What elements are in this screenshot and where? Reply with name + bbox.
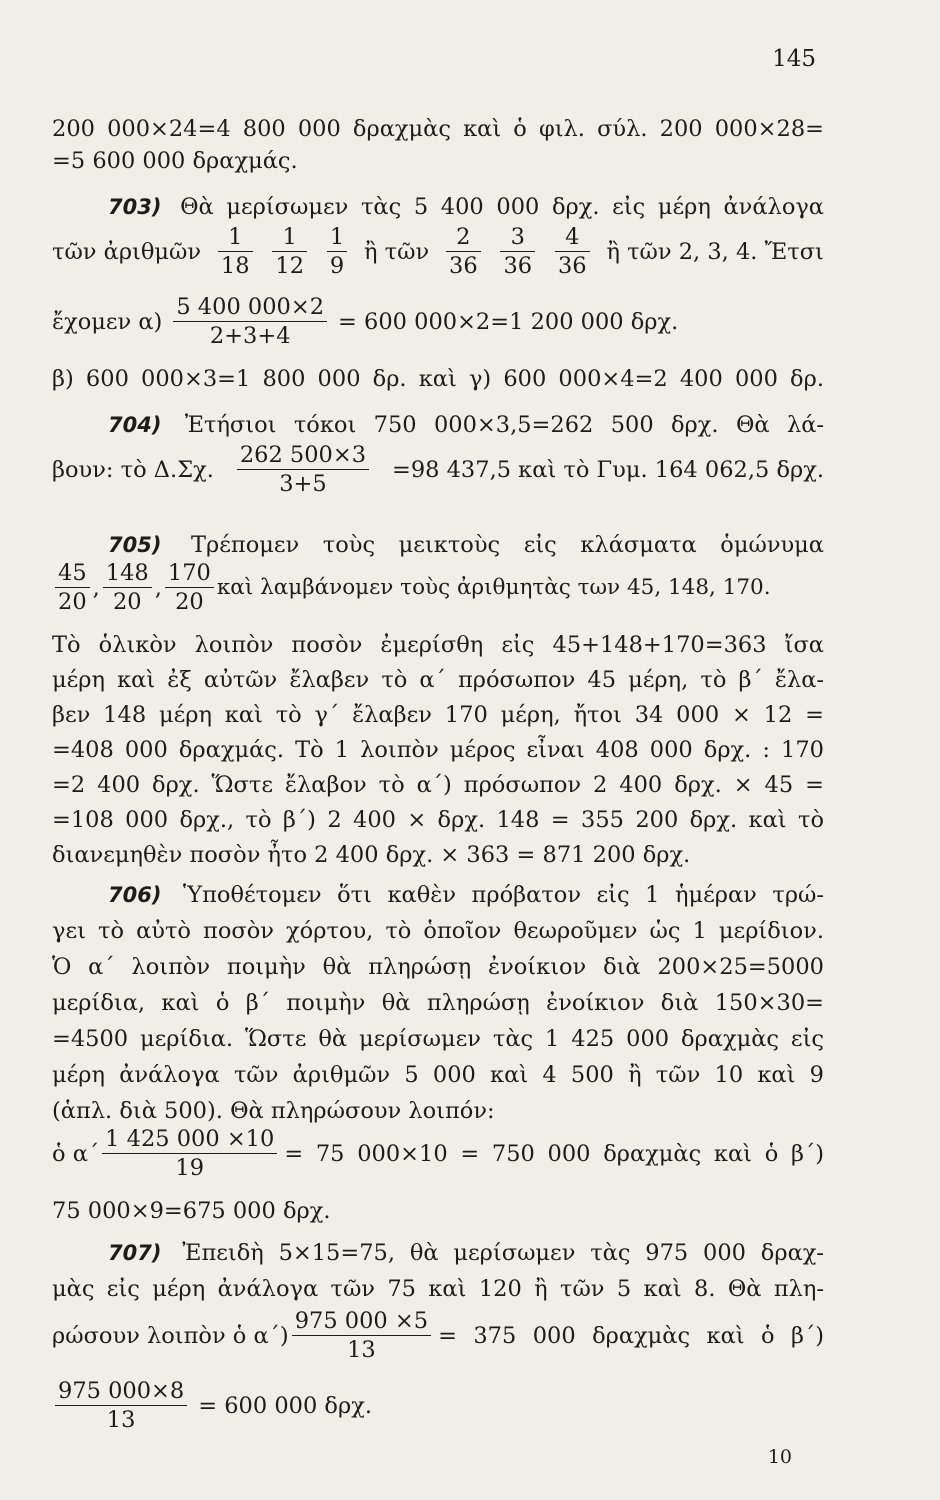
numerator: 5 400 000×2 — [173, 296, 327, 322]
numerator: 262 500×3 — [237, 444, 369, 470]
text-span: Θὰ μερίσωμεν τὰς 5 400 000 δρχ. εἰς μέρη ἀνάλογα — [180, 194, 825, 220]
fraction — [555, 226, 590, 277]
exercise-705-line — [108, 530, 824, 560]
text-span: καὶ λαμβάνομεν τοὺς ἀριθμητὰς των 45, 148, 170. — [216, 575, 771, 600]
fraction — [292, 1310, 431, 1361]
fraction-line — [52, 226, 824, 277]
text-span: Ἐτήσιοι τόκοι 750 000×3,5=262 500 δρχ. Θὰ λά- — [184, 412, 825, 438]
numerator: 45 — [55, 562, 90, 588]
text-line: Τὸ ὁλικὸν λοιπὸν ποσὸν ἐμερίσθη εἰς 45+148+170=363 ἴσα — [52, 632, 824, 658]
denominator: 20 — [112, 588, 142, 615]
denominator: 36 — [503, 252, 533, 279]
numerator: 975 000×8 — [55, 1380, 187, 1406]
exercise-706-line — [108, 880, 824, 910]
fraction — [272, 226, 307, 277]
numerator: 975 000 ×5 — [292, 1310, 431, 1336]
fraction — [237, 444, 369, 495]
numerator: 1 — [218, 226, 253, 252]
page-number: 145 — [772, 46, 816, 72]
text-line: 200 000×24=4 800 000 δραχμὰς καὶ ὁ φιλ. σύλ. 200 000×28= — [52, 116, 824, 142]
exercise-number: 706) — [108, 883, 162, 907]
denominator: 19 — [175, 1154, 205, 1181]
text-line: μέρη καὶ ἐξ αὐτῶν ἔλαβεν τὸ α΄ πρόσωπον 45 μέρη, τὸ β΄ ἔλα- — [52, 667, 824, 693]
text-span: Ἐπειδὴ 5×15=75, θὰ μερίσωμεν τὰς 975 000 δραχ- — [182, 1240, 824, 1266]
exercise-703-line — [108, 192, 824, 222]
text-span: = 600 000 δρχ. — [198, 1392, 372, 1419]
text-line: μὰς εἰς μέρη ἀνάλογα τῶν 75 καὶ 120 ἢ τῶν 5 καὶ 8. Θὰ πλη- — [52, 1276, 824, 1302]
text-line: =2 400 δρχ. Ὥστε ἔλαβον τὸ α΄) πρόσωπον 2 400 δρχ. × 45 = — [52, 772, 824, 798]
fraction — [327, 226, 347, 277]
denominator: 13 — [106, 1406, 136, 1433]
fraction — [500, 226, 535, 277]
exercise-number: 705) — [108, 533, 162, 557]
signature-mark: 10 — [767, 1446, 792, 1468]
text-span: ἔχομεν α) — [52, 308, 163, 335]
denominator: 36 — [449, 252, 478, 279]
fraction — [173, 296, 327, 347]
fraction-line — [52, 1310, 824, 1361]
text-line: (ἁπλ. διὰ 500). Θὰ πληρώσουν λοιπόν: — [52, 1098, 495, 1124]
fraction — [102, 1128, 277, 1179]
text-span: = 375 000 δραχμὰς καὶ ὁ β΄) — [438, 1322, 824, 1349]
denominator: 3+5 — [279, 470, 327, 497]
text-line: =108 000 δρχ., τὸ β΄) 2 400 × δρχ. 148 = 355 200 δρχ. καὶ τὸ — [52, 807, 824, 833]
numerator: 170 — [165, 562, 214, 588]
fraction-line — [52, 1128, 824, 1179]
denominator: 2+3+4 — [209, 322, 291, 349]
text-span: Ὑποθέτομεν ὅτι καθὲν πρόβατον εἰς 1 ἡμέραν τρώ- — [182, 882, 824, 908]
text-line: 75 000×9=675 000 δρχ. — [52, 1198, 331, 1224]
fraction — [446, 226, 481, 277]
denominator: 9 — [329, 252, 345, 279]
numerator: 2 — [446, 226, 481, 252]
denominator: 20 — [175, 588, 204, 615]
text-line: μέρη ἀνάλογα τῶν ἀριθμῶν 5 000 καὶ 4 500 ἢ τῶν 10 καὶ 9 — [52, 1062, 824, 1088]
text-line: β) 600 000×3=1 800 000 δρ. καὶ γ) 600 000×4=2 400 000 δρ. — [52, 366, 824, 392]
text-span: ὁ α΄ — [52, 1140, 100, 1167]
numerator: 1 425 000 ×10 — [102, 1128, 277, 1154]
fraction-line — [52, 444, 824, 495]
exercise-number: 704) — [108, 413, 162, 437]
exercise-704-line — [108, 410, 824, 440]
text-line: =5 600 000 δραχμάς. — [52, 148, 298, 174]
exercise-707-line — [108, 1238, 824, 1268]
numerator: 1 — [272, 226, 307, 252]
fraction — [55, 1380, 187, 1431]
text-span: = 600 000×2=1 200 000 δρχ. — [338, 308, 679, 335]
text-span: Τρέπομεν τοὺς μεικτοὺς εἰς κλάσματα ὁμώνυμα — [191, 532, 824, 558]
text-span: ἢ τῶν — [364, 238, 430, 265]
text-line: =408 000 δραχμάς. Τὸ 1 λοιπὸν μέρος εἶναι 408 000 δρχ. : 170 — [52, 737, 824, 763]
numerator: 1 — [327, 226, 347, 252]
text-span: = 75 000×10 = 750 000 δραχμὰς καὶ ὁ β΄) — [284, 1140, 824, 1167]
text-line: διανεμηθὲν ποσὸν ἦτο 2 400 δρχ. × 363 = 871 200 δρχ. — [52, 842, 691, 868]
denominator: 36 — [557, 252, 587, 279]
text-span: βουν: τὸ Δ.Σχ. — [52, 456, 214, 483]
denominator: 20 — [58, 588, 87, 615]
numerator: 3 — [500, 226, 535, 252]
fraction — [55, 562, 90, 613]
text-line: Ὁ α΄ λοιπὸν ποιμὴν θὰ πληρώσῃ ἐνοίκιον διὰ 200×25=5000 — [52, 954, 824, 980]
text-line: μερίδια, καὶ ὁ β΄ ποιμὴν θὰ πληρώσῃ ἐνοίκιον διὰ 150×30= — [52, 990, 824, 1016]
exercise-number: 707) — [108, 1241, 162, 1265]
exercise-number: 703) — [108, 195, 162, 219]
fraction-line — [52, 296, 678, 347]
fraction — [218, 226, 253, 277]
denominator: 18 — [220, 252, 250, 279]
denominator: 13 — [347, 1336, 376, 1363]
denominator: 12 — [275, 252, 305, 279]
text-span: ρώσουν λοιπὸν ὁ α΄) — [52, 1322, 289, 1349]
numerator: 148 — [103, 562, 152, 588]
fraction — [103, 562, 152, 613]
text-span: ἢ τῶν 2, 3, 4. Ἔτσι — [606, 238, 824, 265]
text-line: γει τὸ αὐτὸ ποσὸν χόρτου, τὸ ὁποῖον θεωροῦμεν ὡς 1 μερίδιον. — [52, 918, 824, 944]
numerator: 4 — [555, 226, 590, 252]
text-span: τῶν ἀριθμῶν — [52, 238, 202, 265]
text-span: =98 437,5 καὶ τὸ Γυμ. 164 062,5 δρχ. — [391, 456, 824, 483]
fraction-line: $\frac{45}{20}$ , $\frac{148}{20}$ , $\frac{170}{20}$ καὶ λαμβάνομεν τοὺς ἀριθμητὰς των 45, 148, 170. — [52, 562, 771, 613]
fraction — [165, 562, 214, 613]
text-line: βεν 148 μέρη καὶ τὸ γ΄ ἔλαβεν 170 μέρη, ἤτοι 34 000 × 12 = — [52, 702, 824, 728]
text-line: =4500 μερίδια. Ὥστε θὰ μερίσωμεν τὰς 1 425 000 δραχμὰς εἰς — [52, 1026, 824, 1052]
fraction-line — [52, 1380, 372, 1431]
